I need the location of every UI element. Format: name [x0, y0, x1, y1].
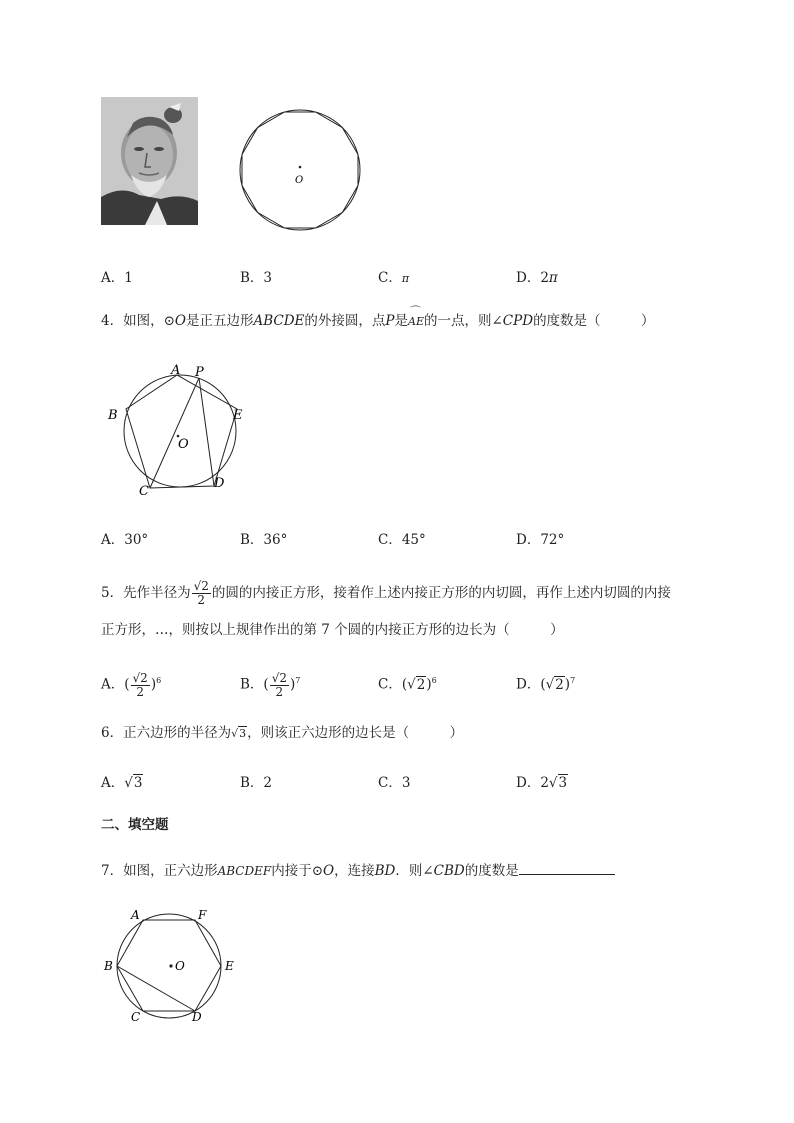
q7-stem: 7．如图，正六边形ABCDEF内接于⊙O，连接BD．则∠CBD的度数是 [101, 860, 615, 881]
svg-text:D: D [192, 1010, 202, 1024]
q4-option-c[interactable]: C．45° [378, 532, 426, 548]
q3-option-d[interactable]: D．2π [516, 270, 558, 286]
svg-text:P: P [195, 365, 204, 380]
q4-option-b[interactable]: B．36° [240, 532, 288, 548]
svg-text:E: E [225, 959, 234, 973]
portrait-image [101, 97, 198, 225]
answer-blank[interactable] [519, 860, 615, 875]
q4-stem: 4．如图，⊙O是正五边形ABCDE的外接圆，点P是 ⌒ AE的一点，则∠CPD的度数是（ ） [101, 305, 655, 329]
center-label-o: O [295, 175, 304, 186]
svg-text:E: E [233, 408, 243, 423]
svg-text:B: B [104, 959, 113, 973]
dodecagon-figure [237, 107, 363, 233]
q6-option-a[interactable]: A．√3 [101, 775, 143, 791]
svg-text:A: A [171, 363, 181, 378]
svg-text:C: C [139, 484, 149, 499]
q5-fraction: $\frac{√2}{2}$ [193, 579, 209, 607]
hexagon-figure [100, 905, 245, 1025]
pentagon-figure [102, 360, 252, 500]
svg-text:A: A [131, 908, 140, 922]
section-heading: 二、填空题 [101, 817, 169, 833]
svg-text:O: O [178, 437, 189, 452]
inscribed-dodecagon [242, 112, 358, 228]
q4-option-d[interactable]: D．72° [516, 532, 565, 548]
q5-option-d[interactable]: D．$(√2)^7$ [516, 676, 576, 693]
q4-option-a[interactable]: A．30° [101, 532, 149, 548]
svg-text:F: F [198, 908, 207, 922]
q6-option-b[interactable]: B．2 [240, 775, 273, 791]
q3-option-b[interactable]: B．3 [240, 270, 273, 286]
q6-stem: 6．正六边形的半径为√3，则该正六边形的边长是（ ） [101, 725, 464, 741]
q5-option-a[interactable]: A．( $\frac{√2}{2}$ )$^6$ [101, 670, 162, 699]
svg-text:O: O [175, 959, 185, 973]
q5-option-b[interactable]: B．( $\frac{√2}{2}$ )$^7$ [240, 670, 301, 699]
q5-option-c[interactable]: C．$(√2)^6$ [378, 676, 437, 693]
svg-text:C: C [131, 1010, 141, 1024]
q6-option-d[interactable]: D．2√3 [516, 775, 568, 791]
q5-stem-line1: 5．先作半径为 $\frac{√2}{2}$ 的圆的内接正方形，接着作上述内接正方形的内切圆，再作上述内切圆的内接 [101, 579, 671, 607]
svg-text:B: B [108, 408, 118, 423]
q6-option-c[interactable]: C．3 [378, 775, 411, 791]
q5-stem-line2: 正方形，…，则按以上规律作出的第 7 个圆的内接正方形的边长为（ ） [101, 622, 564, 638]
q3-option-a[interactable]: A．1 [101, 270, 133, 286]
q3-option-c[interactable]: C．π [378, 270, 410, 286]
svg-text:D: D [214, 476, 225, 491]
